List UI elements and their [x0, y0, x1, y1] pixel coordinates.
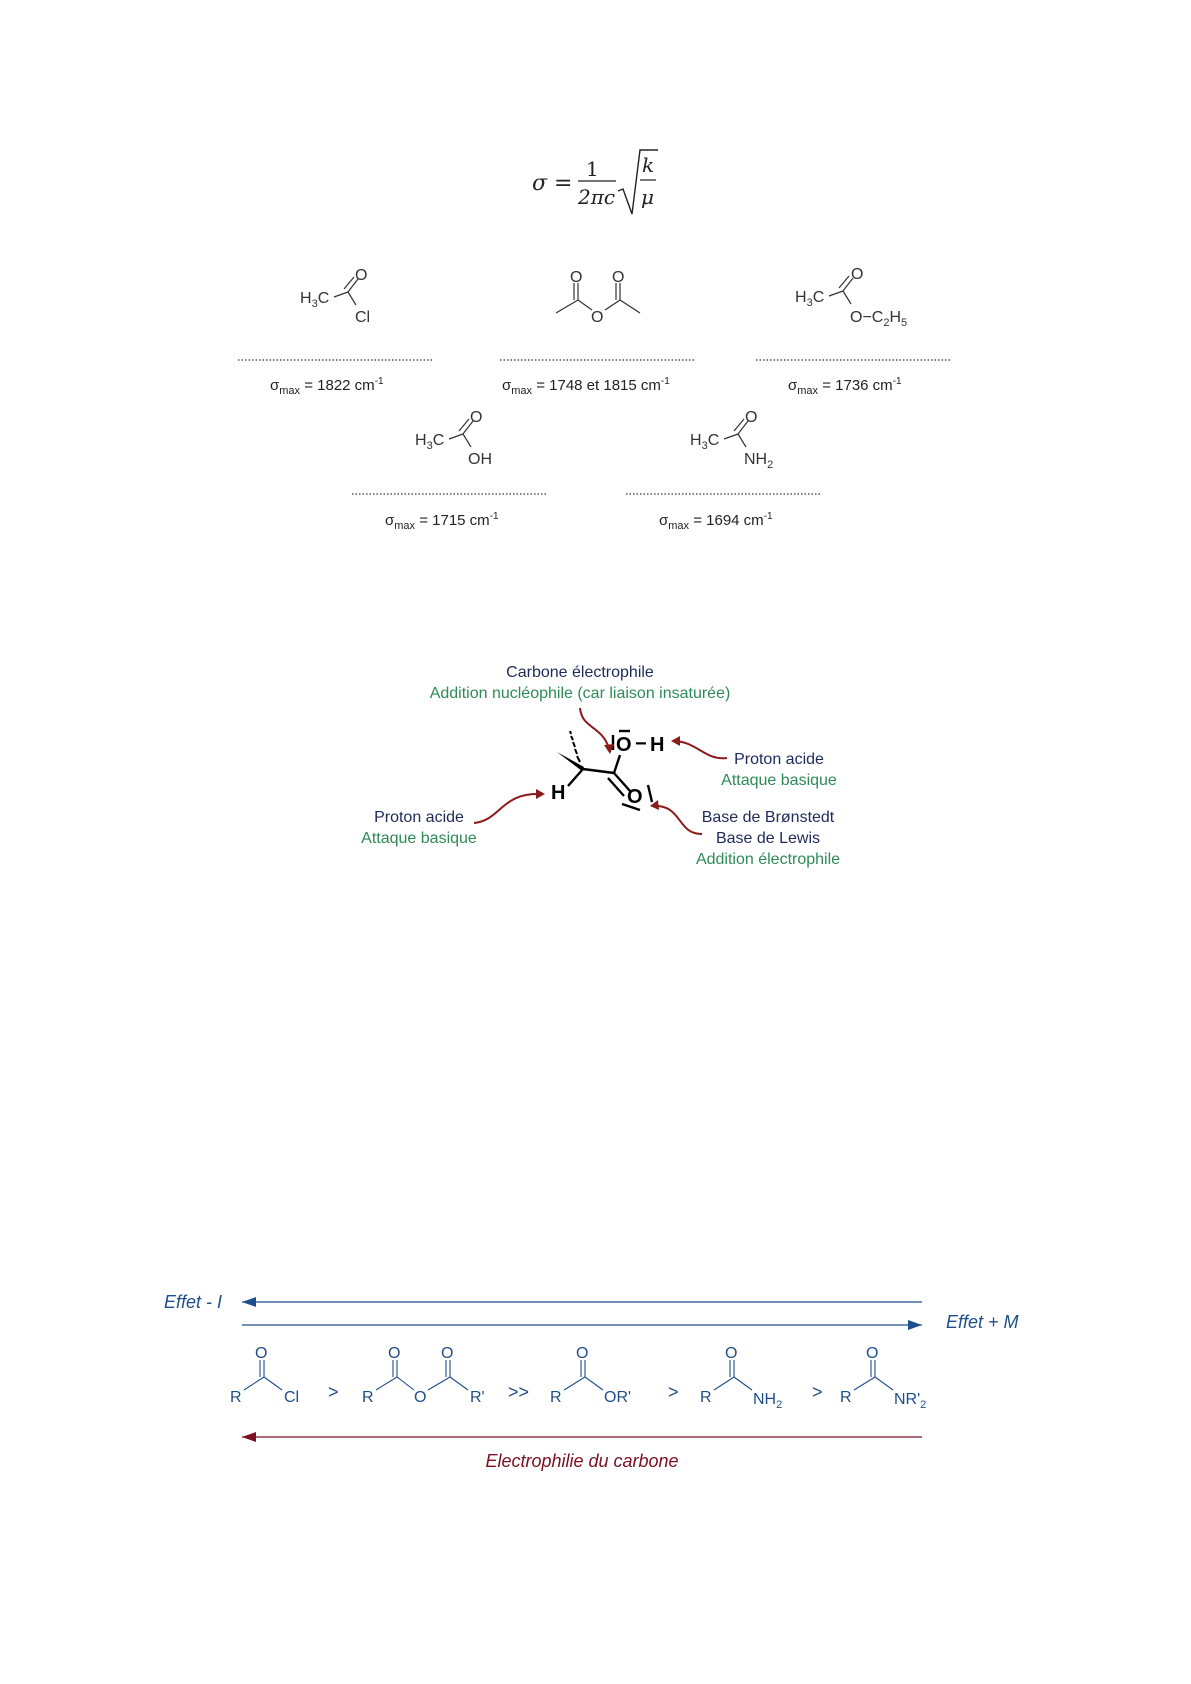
carbonyl-oxygen: O — [627, 786, 643, 808]
svg-text:R: R — [550, 1389, 562, 1406]
svg-text:R: R — [700, 1389, 712, 1406]
effect-minus-i-arrowhead — [242, 1297, 256, 1307]
svg-text:Cl: Cl — [284, 1389, 300, 1406]
hydroxyl-oxygen: O — [616, 734, 632, 756]
nucleophilic-addition-label: Addition nucléophile (car liaison insaturée) — [429, 685, 731, 702]
hydroxyl-label: OH — [468, 451, 492, 468]
svg-text:R: R — [840, 1389, 852, 1406]
svg-text:O: O — [470, 409, 483, 426]
svg-text:O: O — [612, 269, 625, 286]
formula-sqrt-denominator: μ — [641, 185, 654, 209]
chlorine-label: Cl — [355, 309, 371, 326]
svg-text:O: O — [570, 269, 583, 286]
wavenumber-formula — [532, 150, 658, 214]
o-c2h5-label: $O-C_2H_5$ — [850, 309, 908, 329]
basic-attack-right-label: Attaque basique — [721, 772, 837, 789]
series-ester — [550, 1345, 631, 1406]
acyl-chloride-structure — [300, 267, 370, 326]
arrow-to-alpha-proton — [474, 794, 543, 823]
formula-equals: = — [554, 171, 573, 196]
series-op-1: > — [328, 1382, 339, 1402]
arrow-to-oh-proton — [673, 741, 727, 758]
sigma-acid: $\sigma_{max} = 1715$ $cm^{-1}$ — [385, 511, 499, 532]
amide-structure — [690, 409, 773, 471]
svg-text:H3C: $H_3C$ — [690, 432, 720, 452]
acidic-proton-left-label: Proton acide — [374, 809, 464, 826]
oxygen-label: O — [355, 267, 368, 284]
svg-text:O: O — [388, 1345, 401, 1362]
svg-text:NR'2: $NR'_2$ — [894, 1391, 927, 1411]
formula-sigma: σ — [532, 171, 548, 196]
series-acyl-chloride — [230, 1345, 299, 1406]
series-op-3: > — [668, 1382, 679, 1402]
sigma-anhydride: $\sigma_{max} = 1748$ et 1815 $cm^{-1}$ — [502, 376, 670, 397]
svg-text:O: O — [745, 409, 758, 426]
svg-text:R: R — [362, 1389, 374, 1406]
svg-text:O: O — [725, 1345, 738, 1362]
svg-text:OR': OR' — [604, 1389, 632, 1406]
series-amide — [700, 1345, 782, 1411]
reactivity-series — [164, 1292, 1019, 1471]
anhydride-structure — [556, 269, 640, 326]
electrophilicity-label: Electrophilie du carbone — [485, 1451, 679, 1471]
basic-attack-left-label: Attaque basique — [361, 830, 477, 847]
electrophilic-carbon-label: Carbone électrophile — [506, 664, 654, 681]
acidic-proton-right-label: Proton acide — [734, 751, 824, 768]
svg-text:−: − — [635, 733, 647, 755]
formula-numerator: 1 — [586, 157, 599, 181]
alpha-hydrogen: H — [551, 782, 566, 804]
svg-text:O: O — [851, 266, 864, 283]
lewis-base-label: Base de Lewis — [715, 830, 821, 847]
svg-text:O: O — [441, 1345, 454, 1362]
hydroxyl-hydrogen: H — [650, 734, 665, 756]
bronsted-base-label: Base de Brønstedt — [701, 809, 835, 826]
formula-sqrt-numerator: k — [642, 153, 655, 177]
svg-text:O: O — [591, 309, 604, 326]
svg-text:O: O — [255, 1345, 268, 1362]
svg-text:NH2: $NH_2$ — [753, 1391, 783, 1411]
svg-text:H3C: $H_3C$ — [795, 289, 825, 309]
series-dialkyl-amide — [840, 1345, 926, 1411]
series-anhydride — [362, 1345, 485, 1406]
h3c-label: $H_3C$ — [300, 290, 330, 310]
electrophilicity-arrowhead — [242, 1432, 256, 1442]
nh2-label: $NH_2$ — [744, 451, 774, 471]
series-op-4: > — [812, 1382, 823, 1402]
sigma-amide: $\sigma_{max} = 1694$ $cm^{-1}$ — [659, 511, 773, 532]
svg-text:O: O — [414, 1389, 427, 1406]
effect-plus-m-arrowhead — [908, 1320, 922, 1330]
sigma-acyl-chloride: $\sigma_{max} = 1822$ $cm^{-1}$ — [270, 376, 384, 397]
svg-text:R': R' — [470, 1389, 485, 1406]
arrow-to-oxygen — [652, 806, 702, 834]
svg-text:R: R — [230, 1389, 242, 1406]
svg-text:H3C: $H_3C$ — [415, 432, 445, 452]
ester-structure — [795, 266, 907, 329]
svg-text:O: O — [576, 1345, 589, 1362]
series-op-2: >> — [508, 1382, 530, 1402]
acid-structure — [415, 409, 492, 468]
formula-denominator: 2πc — [578, 185, 616, 209]
effect-minus-i-label: Effet - I — [164, 1292, 223, 1312]
electrophilic-addition-label: Addition électrophile — [695, 851, 841, 868]
sigma-ester: $\sigma_{max} = 1736$ $cm^{-1}$ — [788, 376, 902, 397]
effect-plus-m-label: Effet + M — [946, 1312, 1019, 1332]
reactivity-diagram — [361, 664, 840, 868]
svg-text:O: O — [866, 1345, 879, 1362]
